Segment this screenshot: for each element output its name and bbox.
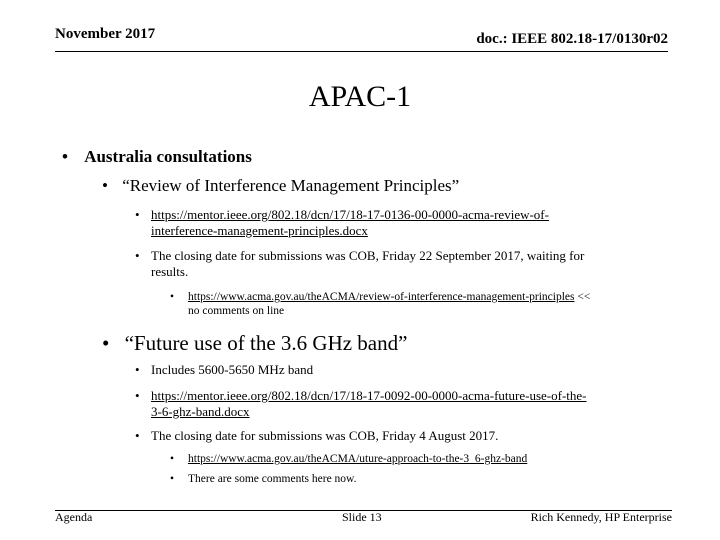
footer-left: Agenda — [55, 510, 93, 524]
bullet-mark: • — [135, 207, 140, 222]
bullet-review-acma-link — [170, 290, 700, 318]
bullet-review-closing — [135, 248, 695, 280]
bullet-review-doc-link — [135, 207, 695, 239]
future-doc-link[interactable]: https://mentor.ieee.org/802.18/dcn/17/18-17-0092-00-0000-acma-future-use-of-the- 3-6-ghz-band.docx — [151, 388, 587, 419]
bullet-mark: • — [170, 291, 175, 303]
acma-future-link[interactable]: https://www.acma.gov.au/theACMA/uture-approach-to-the-3_6-ghz-band — [188, 453, 528, 465]
item-label: “Future use of the 3.6 GHz band” — [124, 331, 408, 355]
bullet-mark: • — [135, 388, 140, 403]
bullet-mark: • — [102, 331, 110, 355]
review-doc-link[interactable]: https://mentor.ieee.org/802.18/dcn/17/18-17-0136-00-0000-acma-review-of- interference-management-principles.docx — [151, 207, 549, 238]
closing-text: The closing date for submissions was COB, Friday 4 August 2017. — [151, 428, 499, 443]
item-label: “Review of Interference Management Principles” — [122, 176, 460, 195]
bullet-mark: • — [102, 176, 108, 195]
closing-text: The closing date for submissions was COB, Friday 22 September 2017, waiting for — [151, 248, 585, 263]
header-date: November 2017 — [55, 26, 156, 42]
comments-note: There are some comments here now. — [188, 473, 357, 485]
no-comments-note: no comments on line — [188, 305, 285, 317]
bullet-mark: • — [135, 362, 140, 377]
acma-review-link[interactable]: https://www.acma.gov.au/theACMA/review-of-interference-management-principles — [188, 291, 575, 303]
bullet-band-range — [135, 362, 695, 378]
bullet-mark: • — [170, 453, 175, 465]
bullet-mark: • — [170, 473, 175, 485]
bullet-future-3-6-ghz — [102, 331, 407, 356]
section-label: Australia consultations — [84, 147, 252, 166]
bullet-future-acma-link — [170, 452, 700, 466]
header-divider — [55, 51, 668, 52]
bullet-comments-note — [170, 472, 700, 486]
band-text: Includes 5600-5650 MHz band — [151, 362, 314, 377]
bullet-review-interference — [102, 176, 459, 196]
bullet-australia-consultations — [62, 147, 252, 167]
header-doc-id: doc.: IEEE 802.18-17/0130r02 — [476, 31, 668, 47]
note-arrows: << — [574, 291, 591, 303]
bullet-future-doc-link — [135, 388, 695, 420]
bullet-mark: • — [135, 428, 140, 443]
footer-author: Rich Kennedy, HP Enterprise — [530, 510, 672, 524]
footer-slide-number: Slide 13 — [342, 510, 382, 524]
bullet-future-closing — [135, 428, 695, 444]
closing-text-cont: results. — [151, 264, 189, 279]
bullet-mark: • — [135, 248, 140, 263]
slide-title: APAC-1 — [308, 80, 412, 113]
bullet-mark: • — [62, 147, 68, 166]
